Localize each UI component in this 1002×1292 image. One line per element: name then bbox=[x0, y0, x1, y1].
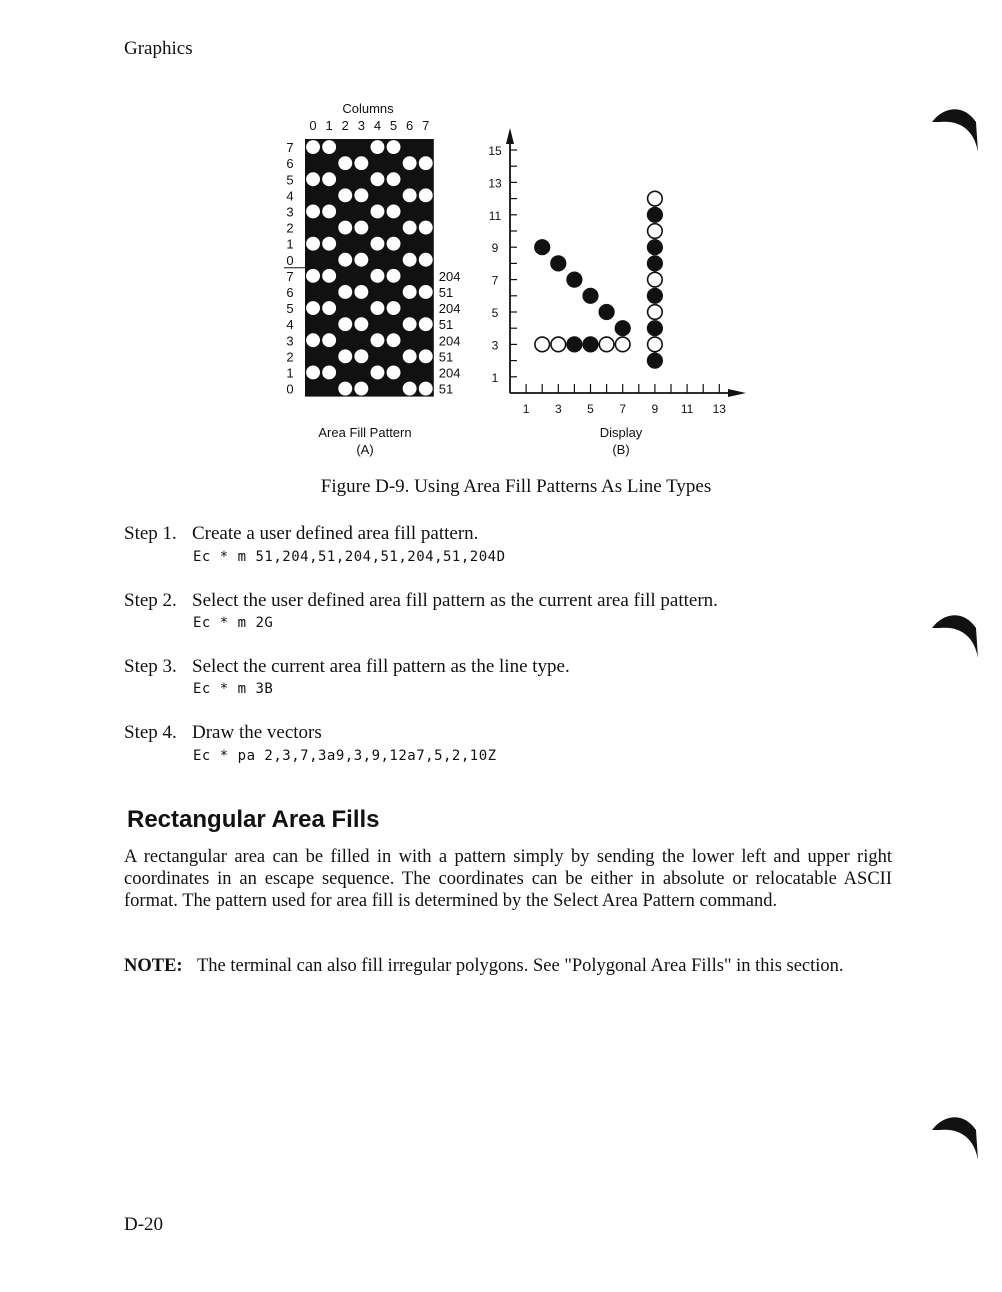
data-point-open bbox=[599, 337, 614, 352]
pattern-on-dot bbox=[322, 333, 337, 348]
pattern-on-dot bbox=[402, 188, 417, 203]
y-tick-label: 11 bbox=[488, 208, 502, 223]
y-tick-label: 7 bbox=[491, 273, 499, 288]
x-tick-label: 5 bbox=[587, 402, 594, 416]
pattern-on-dot bbox=[386, 333, 401, 348]
row-number: 7 bbox=[286, 268, 294, 284]
step-1 bbox=[124, 523, 478, 545]
row-number: 0 bbox=[286, 252, 294, 268]
row-number: 5 bbox=[286, 301, 294, 317]
data-point-open bbox=[648, 224, 663, 239]
step-1-code: Ec * m 51,204,51,204,51,204,51,204D bbox=[193, 549, 506, 565]
pattern-on-dot bbox=[386, 268, 401, 283]
pattern-on-dot bbox=[338, 317, 353, 332]
step-label: Step 2. bbox=[124, 590, 177, 611]
y-tick-label: 3 bbox=[491, 338, 499, 353]
pattern-on-dot bbox=[306, 236, 321, 251]
pattern-on-dot bbox=[386, 172, 401, 187]
y-axis-arrow-icon bbox=[506, 128, 514, 144]
pattern-on-dot bbox=[354, 220, 369, 235]
data-point-open bbox=[648, 191, 663, 206]
pattern-on-dot bbox=[322, 140, 337, 155]
x-tick-label: 11 bbox=[680, 402, 694, 416]
pattern-on-dot bbox=[338, 188, 353, 203]
y-tick-label: 1 bbox=[491, 370, 499, 385]
data-point-filled bbox=[648, 289, 663, 304]
margin-mark-icon bbox=[930, 606, 980, 666]
column-number: 2 bbox=[341, 118, 349, 133]
pattern-on-dot bbox=[354, 381, 369, 396]
figure-d9 bbox=[280, 96, 750, 466]
pattern-on-dot bbox=[418, 188, 433, 203]
data-point-filled bbox=[551, 256, 566, 271]
pattern-on-dot bbox=[370, 301, 385, 316]
data-point-filled bbox=[583, 289, 598, 304]
step-label: Step 1. bbox=[124, 523, 177, 544]
note bbox=[124, 955, 892, 977]
data-point-filled bbox=[583, 337, 598, 352]
pattern-on-dot bbox=[354, 285, 369, 300]
columns-label: Columns bbox=[342, 101, 394, 116]
pattern-on-dot bbox=[306, 268, 321, 283]
pattern-on-dot bbox=[402, 252, 417, 267]
pattern-on-dot bbox=[354, 349, 369, 364]
data-point-filled bbox=[648, 353, 663, 368]
pattern-on-dot bbox=[306, 365, 321, 380]
step-label: Step 3. bbox=[124, 656, 177, 677]
pattern-on-dot bbox=[306, 333, 321, 348]
pattern-on-dot bbox=[402, 349, 417, 364]
note-label: NOTE: bbox=[124, 956, 183, 976]
data-point-filled bbox=[648, 256, 663, 271]
pattern-sublabel: (A) bbox=[356, 442, 374, 457]
pattern-on-dot bbox=[306, 301, 321, 316]
y-tick-label: 9 bbox=[491, 241, 499, 256]
row-number: 6 bbox=[286, 156, 294, 172]
section-title: Rectangular Area Fills bbox=[127, 806, 380, 833]
pattern-on-dot bbox=[418, 317, 433, 332]
row-number: 5 bbox=[286, 172, 294, 188]
pattern-on-dot bbox=[386, 301, 401, 316]
pattern-on-dot bbox=[322, 365, 337, 380]
margin-mark-icon bbox=[930, 100, 980, 160]
data-point-filled bbox=[648, 240, 663, 255]
pattern-on-dot bbox=[338, 381, 353, 396]
step-2 bbox=[124, 590, 718, 612]
pattern-on-dot bbox=[418, 381, 433, 396]
pattern-on-dot bbox=[402, 317, 417, 332]
figure-caption: Figure D-9. Using Area Fill Patterns As Line Types bbox=[320, 476, 712, 497]
pattern-label: Area Fill Pattern bbox=[318, 425, 412, 440]
x-tick-label: 13 bbox=[712, 402, 726, 416]
pattern-on-dot bbox=[418, 285, 433, 300]
pattern-on-dot bbox=[354, 252, 369, 267]
x-axis-arrow-icon bbox=[728, 389, 746, 397]
x-tick-label: 1 bbox=[522, 402, 530, 416]
data-point-filled bbox=[567, 337, 582, 352]
pattern-on-dot bbox=[338, 220, 353, 235]
pattern-on-dot bbox=[386, 365, 401, 380]
step-text: Create a user defined area fill pattern. bbox=[192, 523, 479, 544]
pattern-on-dot bbox=[338, 349, 353, 364]
pattern-on-dot bbox=[354, 156, 369, 171]
row-value: 51 bbox=[438, 349, 454, 365]
step-text: Select the current area fill pattern as the line type. bbox=[192, 656, 570, 677]
data-point-open bbox=[648, 272, 663, 287]
y-tick-label: 15 bbox=[488, 144, 502, 158]
pattern-on-dot bbox=[402, 156, 417, 171]
page-footer: D-20 bbox=[124, 1214, 164, 1235]
data-point-open bbox=[648, 305, 663, 320]
data-point-open bbox=[551, 337, 566, 352]
pattern-on-dot bbox=[370, 333, 385, 348]
pattern-on-dot bbox=[370, 236, 385, 251]
row-number: 3 bbox=[286, 204, 294, 220]
row-value: 51 bbox=[438, 317, 454, 333]
pattern-on-dot bbox=[402, 381, 417, 396]
display-plot bbox=[488, 128, 746, 457]
row-value: 51 bbox=[438, 284, 454, 300]
row-number: 1 bbox=[286, 236, 294, 252]
pattern-on-dot bbox=[386, 140, 401, 155]
pattern-on-dot bbox=[370, 204, 385, 219]
pattern-on-dot bbox=[418, 349, 433, 364]
margin-mark-icon bbox=[930, 1108, 980, 1168]
pattern-on-dot bbox=[306, 172, 321, 187]
y-tick-label: 5 bbox=[491, 306, 499, 320]
pattern-on-dot bbox=[370, 365, 385, 380]
column-number: 7 bbox=[422, 118, 430, 133]
column-number: 5 bbox=[389, 118, 398, 133]
x-tick-label: 9 bbox=[651, 402, 659, 416]
row-number: 2 bbox=[286, 220, 294, 236]
pattern-on-dot bbox=[402, 220, 417, 235]
pattern-on-dot bbox=[418, 156, 433, 171]
data-point-filled bbox=[567, 272, 582, 287]
pattern-on-dot bbox=[338, 285, 353, 300]
row-number: 6 bbox=[286, 284, 294, 300]
area-fill-pattern bbox=[284, 101, 461, 457]
step-text: Draw the vectors bbox=[192, 722, 322, 743]
display-label: Display bbox=[599, 425, 643, 440]
pattern-on-dot bbox=[370, 140, 385, 155]
step-label: Step 4. bbox=[124, 722, 177, 743]
column-number: 4 bbox=[373, 118, 382, 133]
pattern-on-dot bbox=[306, 140, 321, 155]
step-4 bbox=[124, 722, 322, 744]
row-number: 4 bbox=[286, 317, 294, 333]
page-header: Graphics bbox=[124, 38, 193, 59]
pattern-on-dot bbox=[322, 268, 337, 283]
y-tick-label: 13 bbox=[488, 176, 502, 191]
row-value: 204 bbox=[438, 268, 461, 284]
pattern-on-dot bbox=[370, 268, 385, 283]
section-paragraph: A rectangular area can be filled in with a pattern simply by sending the lower left and upper right coordinates in an escape sequence. The coordinates can be either in absolute or relocatable ASCII format. The pattern used for area fill is determined by the Select Area Pattern command. bbox=[124, 847, 892, 911]
row-number: 2 bbox=[286, 349, 294, 365]
row-value: 204 bbox=[438, 365, 461, 381]
note-text: The terminal can also fill irregular polygons. See "Polygonal Area Fills" in this section. bbox=[197, 956, 844, 976]
data-point-open bbox=[615, 337, 630, 352]
data-point-filled bbox=[535, 240, 550, 255]
pattern-on-dot bbox=[322, 301, 337, 316]
pattern-on-dot bbox=[354, 317, 369, 332]
column-number: 0 bbox=[309, 118, 317, 133]
x-tick-label: 7 bbox=[619, 402, 627, 416]
step-text: Select the user defined area fill pattern as the current area fill pattern. bbox=[192, 590, 718, 611]
step-3-code: Ec * m 3B bbox=[193, 681, 274, 697]
pattern-on-dot bbox=[386, 204, 401, 219]
x-tick-label: 3 bbox=[554, 402, 562, 416]
row-number: 1 bbox=[286, 365, 294, 381]
pattern-on-dot bbox=[338, 156, 353, 171]
row-number: 7 bbox=[286, 140, 294, 156]
row-value: 204 bbox=[438, 333, 461, 349]
pattern-on-dot bbox=[322, 204, 337, 219]
pattern-on-dot bbox=[322, 236, 337, 251]
row-number: 3 bbox=[286, 333, 294, 349]
step-4-code: Ec * pa 2,3,7,3a9,3,9,12a7,5,2,10Z bbox=[193, 748, 497, 764]
row-value: 204 bbox=[438, 301, 461, 317]
pattern-on-dot bbox=[370, 172, 385, 187]
data-point-filled bbox=[648, 321, 663, 336]
data-point-filled bbox=[599, 305, 614, 320]
pattern-on-dot bbox=[306, 204, 321, 219]
data-point-filled bbox=[648, 208, 663, 223]
pattern-on-dot bbox=[418, 252, 433, 267]
row-number: 0 bbox=[286, 381, 294, 397]
column-number: 1 bbox=[325, 118, 333, 133]
data-point-filled bbox=[615, 321, 630, 336]
display-sublabel: (B) bbox=[612, 442, 630, 457]
pattern-on-dot bbox=[354, 188, 369, 203]
row-number: 4 bbox=[286, 188, 294, 204]
pattern-on-dot bbox=[338, 252, 353, 267]
column-number: 6 bbox=[406, 118, 414, 133]
step-3 bbox=[124, 656, 570, 678]
pattern-on-dot bbox=[402, 285, 417, 300]
row-value: 51 bbox=[438, 381, 454, 397]
column-number: 3 bbox=[357, 118, 365, 133]
data-point-open bbox=[535, 337, 550, 352]
pattern-on-dot bbox=[418, 220, 433, 235]
pattern-on-dot bbox=[386, 236, 401, 251]
figure-graphic bbox=[280, 96, 750, 466]
step-2-code: Ec * m 2G bbox=[193, 615, 274, 631]
pattern-on-dot bbox=[322, 172, 337, 187]
data-point-open bbox=[648, 337, 663, 352]
